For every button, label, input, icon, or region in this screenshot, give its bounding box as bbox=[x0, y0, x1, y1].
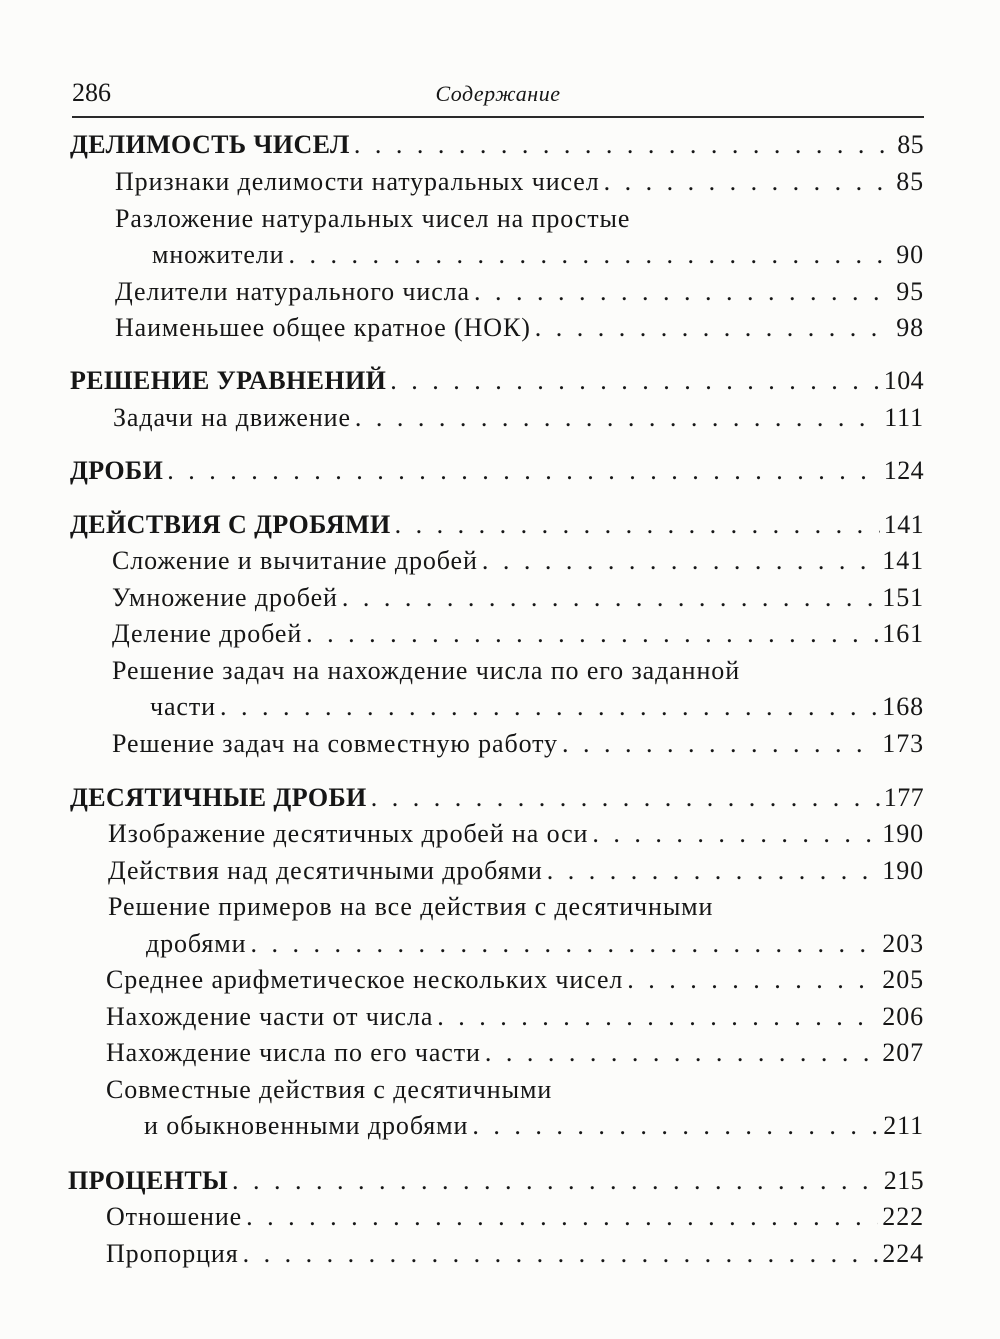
running-title: Содержание bbox=[435, 81, 561, 106]
toc-entry bbox=[108, 888, 924, 926]
toc-entry bbox=[112, 652, 924, 690]
toc-entry-label: Признаки делимости натуральных чисел bbox=[115, 167, 600, 196]
toc-entry-label: РЕШЕНИЕ УРАВНЕНИЙ bbox=[70, 366, 387, 395]
toc-entry-page: 224 bbox=[882, 1239, 924, 1268]
toc-entry-continuation bbox=[144, 1107, 924, 1145]
toc-entry-page: 207 bbox=[882, 1038, 924, 1067]
toc-entry-page: 111 bbox=[884, 403, 924, 432]
dot-leader bbox=[600, 163, 893, 201]
dot-leader bbox=[391, 506, 880, 544]
toc-entry-page: 85 bbox=[897, 130, 924, 159]
dot-leader bbox=[623, 961, 878, 999]
toc-entry-label: Совместные действия с десятичными bbox=[106, 1075, 553, 1104]
toc-entry-label: Разложение натуральных чисел на простые bbox=[115, 204, 631, 233]
toc-entry-label: Нахождение части от числа bbox=[106, 1002, 434, 1031]
dot-leader bbox=[481, 1034, 878, 1072]
toc-entry bbox=[112, 615, 924, 653]
toc-entry-label: Пропорция bbox=[106, 1239, 239, 1268]
toc-entry-page: 190 bbox=[882, 819, 924, 848]
toc-entry bbox=[115, 163, 924, 201]
toc-entry-label: Решение задач на совместную работу bbox=[112, 729, 558, 758]
toc-entry bbox=[106, 1071, 924, 1109]
toc-entry bbox=[106, 1034, 924, 1072]
toc-entry-label: Решение примеров на все действия с десятичными bbox=[108, 892, 714, 921]
toc-entry-label: Задачи на движение bbox=[113, 403, 351, 432]
toc-entry-page: 205 bbox=[882, 965, 924, 994]
toc-entry bbox=[106, 1235, 924, 1273]
toc-entry-page: 104 bbox=[883, 366, 924, 395]
toc-entry-label: Отношение bbox=[106, 1202, 243, 1231]
page-number: 286 bbox=[72, 78, 111, 107]
page-header bbox=[72, 74, 924, 112]
dot-leader bbox=[285, 236, 893, 274]
toc-entry-page: 168 bbox=[882, 692, 924, 721]
toc-entry-label: ДЕСЯТИЧНЫЕ ДРОБИ bbox=[70, 783, 367, 812]
dot-leader bbox=[302, 615, 878, 653]
toc-entry-label: дробями bbox=[146, 929, 247, 958]
dot-leader bbox=[338, 579, 878, 617]
toc-entry-label: Делители натурального числа bbox=[115, 277, 470, 306]
toc-section-decimals bbox=[70, 779, 924, 817]
toc-entry-label: ДЕЛИМОСТЬ ЧИСЕЛ bbox=[70, 130, 350, 159]
dot-leader bbox=[470, 273, 892, 311]
toc-entry-page: 124 bbox=[883, 456, 924, 485]
toc-entry-label: Умножение дробей bbox=[112, 583, 338, 612]
toc-entry-label: множители bbox=[152, 240, 285, 269]
dot-leader bbox=[163, 452, 880, 490]
toc-entry-label: Среднее арифметическое нескольких чисел bbox=[106, 965, 624, 994]
toc-entry-label: ДЕЙСТВИЯ С ДРОБЯМИ bbox=[70, 510, 391, 539]
toc-entry-page: 190 bbox=[882, 856, 924, 885]
toc-entry bbox=[115, 309, 924, 347]
toc-entry bbox=[106, 961, 924, 999]
toc-entry-page: 177 bbox=[883, 783, 924, 812]
toc-entry-page: 211 bbox=[883, 1111, 924, 1140]
toc-entry-label: Решение задач на нахождение числа по его заданной bbox=[112, 656, 741, 685]
dot-leader bbox=[242, 1198, 878, 1236]
toc-entry-page: 215 bbox=[883, 1166, 924, 1195]
toc-entry-label: ДРОБИ bbox=[70, 456, 164, 485]
toc-entry-label: Деление дробей bbox=[112, 619, 303, 648]
dot-leader bbox=[433, 998, 878, 1036]
toc-section-divisibility bbox=[70, 126, 924, 164]
toc-section-equations bbox=[70, 362, 924, 400]
toc-entry bbox=[108, 815, 924, 853]
toc-entry-label: ПРОЦЕНТЫ bbox=[68, 1166, 229, 1195]
toc-entry-continuation bbox=[150, 688, 924, 726]
toc-section-operations-with-fractions bbox=[70, 506, 924, 544]
dot-leader bbox=[558, 725, 878, 763]
toc-entry-label: Изображение десятичных дробей на оси bbox=[108, 819, 589, 848]
header-rule bbox=[72, 116, 924, 118]
toc-entry-page: 90 bbox=[896, 240, 924, 269]
toc-section-percents bbox=[68, 1162, 924, 1200]
toc-entry bbox=[112, 725, 924, 763]
toc-entry bbox=[108, 852, 924, 890]
toc-entry-label: Наименьшее общее кратное (НОК) bbox=[115, 313, 531, 342]
toc-entry-label: Сложение и вычитание дробей bbox=[112, 546, 478, 575]
dot-leader bbox=[531, 309, 892, 347]
toc-entry-label: и обыкновенными дробями bbox=[144, 1111, 469, 1140]
dot-leader bbox=[239, 1235, 879, 1273]
toc-section-fractions bbox=[70, 452, 924, 490]
toc-entry-page: 85 bbox=[896, 167, 924, 196]
toc-entry-page: 98 bbox=[896, 313, 924, 342]
dot-leader bbox=[478, 542, 878, 580]
toc-entry-page: 141 bbox=[883, 510, 924, 539]
toc-entry bbox=[106, 998, 924, 1036]
toc-entry bbox=[115, 273, 924, 311]
dot-leader bbox=[386, 362, 880, 400]
toc-entry-page: 141 bbox=[882, 546, 924, 575]
toc-entry-label: Нахождение числа по его части bbox=[106, 1038, 481, 1067]
toc-entry bbox=[113, 399, 924, 437]
dot-leader bbox=[228, 1162, 880, 1200]
toc-entry bbox=[106, 1198, 924, 1236]
dot-leader bbox=[216, 688, 878, 726]
toc-entry-label: части bbox=[150, 692, 216, 721]
dot-leader bbox=[351, 399, 880, 437]
toc-entry bbox=[112, 579, 924, 617]
toc-entry-page: 222 bbox=[882, 1202, 924, 1231]
toc-entry-page: 95 bbox=[896, 277, 924, 306]
toc-entry-page: 151 bbox=[882, 583, 924, 612]
dot-leader bbox=[246, 925, 878, 963]
toc-entry bbox=[112, 542, 924, 580]
dot-leader bbox=[350, 126, 893, 164]
toc-entry-continuation bbox=[146, 925, 924, 963]
toc-entry-continuation bbox=[152, 236, 924, 274]
toc-entry-page: 161 bbox=[882, 619, 924, 648]
toc-entry-label: Действия над десятичными дробями bbox=[108, 856, 543, 885]
dot-leader bbox=[367, 779, 880, 817]
dot-leader bbox=[468, 1107, 879, 1145]
toc-entry bbox=[115, 200, 924, 238]
dot-leader bbox=[588, 815, 878, 853]
toc-entry-page: 203 bbox=[882, 929, 924, 958]
toc-entry-page: 173 bbox=[882, 729, 924, 758]
dot-leader bbox=[543, 852, 879, 890]
toc-entry-page: 206 bbox=[882, 1002, 924, 1031]
